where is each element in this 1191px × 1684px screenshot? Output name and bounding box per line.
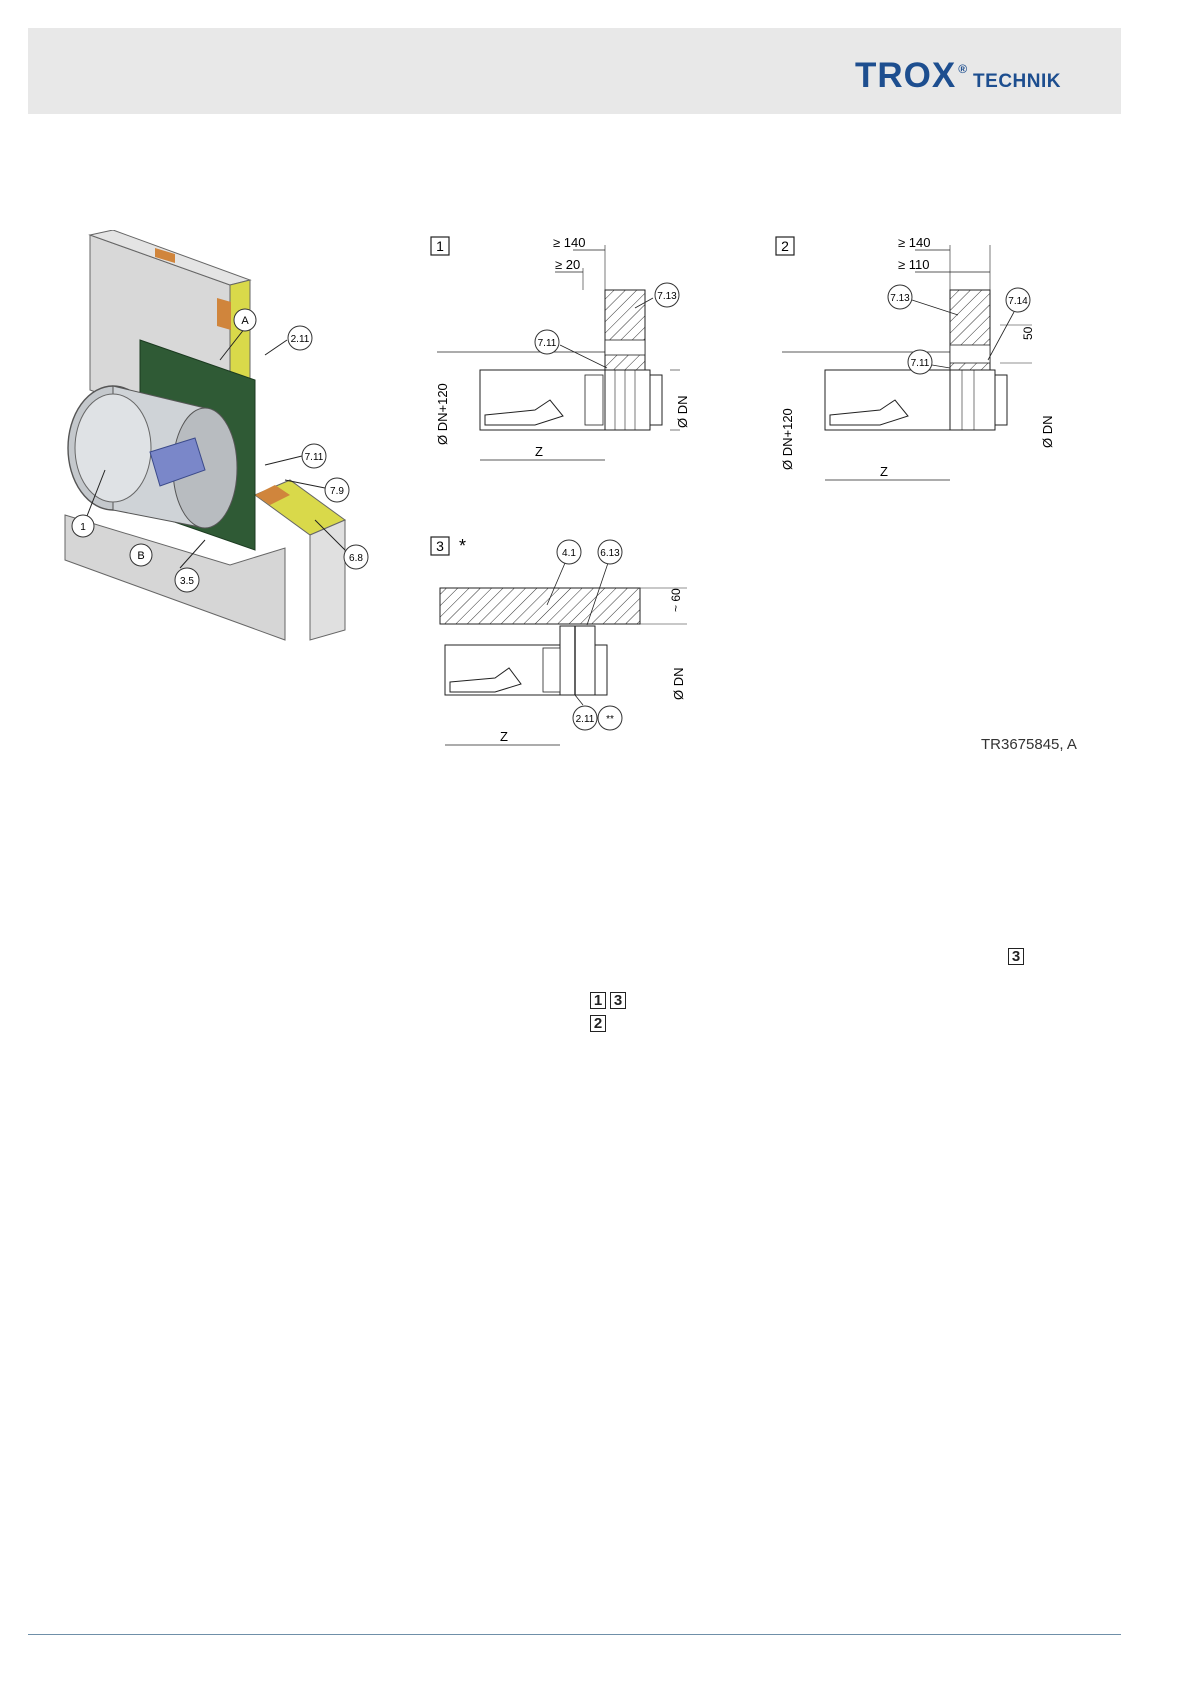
isometric-installation-drawing bbox=[55, 230, 400, 650]
detail-2-drawing bbox=[770, 230, 1080, 490]
svg-text:7.11: 7.11 bbox=[910, 358, 930, 369]
svg-text:7.11: 7.11 bbox=[537, 338, 557, 349]
callout-7-11 bbox=[302, 444, 326, 468]
svg-text:Ø DN: Ø DN bbox=[1040, 415, 1055, 448]
detail-3-drawing bbox=[425, 530, 725, 760]
svg-text:2.11: 2.11 bbox=[575, 714, 595, 725]
svg-text:~ 60: ~ 60 bbox=[669, 588, 683, 612]
detail-1-drawing bbox=[425, 230, 725, 490]
box-ref-2: 2 bbox=[590, 1015, 606, 1032]
svg-text:Ø DN+120: Ø DN+120 bbox=[435, 383, 450, 445]
svg-text:A: A bbox=[241, 315, 249, 327]
svg-text:≥ 110: ≥ 110 bbox=[898, 257, 930, 272]
detail-2-callout-7-14 bbox=[1006, 288, 1030, 312]
detail-2-callout-7-13 bbox=[888, 285, 912, 309]
detail-3-callout-double-asterisk bbox=[598, 706, 622, 730]
svg-text:6.13: 6.13 bbox=[600, 548, 620, 559]
svg-text:≥ 20: ≥ 20 bbox=[555, 257, 581, 272]
svg-text:50: 50 bbox=[1021, 326, 1035, 340]
detail-3-callout-2-11 bbox=[573, 706, 597, 730]
logo-registered-mark: ® bbox=[958, 62, 968, 76]
svg-text:3.5: 3.5 bbox=[180, 576, 194, 587]
svg-text:6.8: 6.8 bbox=[349, 553, 363, 564]
svg-text:≥ 140: ≥ 140 bbox=[553, 235, 586, 250]
svg-text:7.9: 7.9 bbox=[330, 486, 344, 497]
svg-text:4.1: 4.1 bbox=[562, 548, 576, 559]
detail-2-callout-7-11 bbox=[908, 350, 932, 374]
detail-1-callout-7-13 bbox=[655, 283, 679, 307]
svg-text:3: 3 bbox=[436, 538, 444, 554]
box-ref-1: 1 bbox=[590, 992, 606, 1009]
svg-text:7.11: 7.11 bbox=[304, 452, 324, 463]
svg-text:Z: Z bbox=[500, 729, 508, 744]
svg-text:Ø DN: Ø DN bbox=[675, 395, 690, 428]
detail-3-callout-4-1 bbox=[557, 540, 581, 564]
svg-text:7.13: 7.13 bbox=[890, 293, 910, 304]
box-ref-3b: 3 bbox=[610, 992, 626, 1009]
box-ref-3: 3 bbox=[1008, 948, 1024, 965]
svg-text:7.13: 7.13 bbox=[657, 291, 677, 302]
callout-a bbox=[234, 309, 256, 331]
logo-technik-text: TECHNIK bbox=[973, 71, 1061, 92]
svg-text:Ø DN: Ø DN bbox=[671, 667, 686, 700]
trox-logo bbox=[854, 56, 1061, 95]
callout-6-8 bbox=[344, 545, 368, 569]
svg-text:Z: Z bbox=[535, 444, 543, 459]
footer-rule bbox=[28, 1634, 1121, 1635]
svg-text:≥ 140: ≥ 140 bbox=[898, 235, 931, 250]
callout-2-11 bbox=[288, 326, 312, 350]
callout-1 bbox=[72, 515, 94, 537]
svg-text:7.14: 7.14 bbox=[1008, 296, 1028, 307]
svg-text:Ø DN+120: Ø DN+120 bbox=[780, 408, 795, 470]
svg-text:*: * bbox=[459, 536, 467, 556]
svg-text:2: 2 bbox=[781, 238, 789, 254]
drawing-reference: TR3675845, A bbox=[981, 736, 1077, 753]
svg-text:Z: Z bbox=[880, 464, 888, 479]
svg-text:1: 1 bbox=[80, 522, 86, 533]
callout-b bbox=[130, 544, 152, 566]
detail-1-callout-7-11 bbox=[535, 330, 559, 354]
svg-text:1: 1 bbox=[436, 238, 444, 254]
svg-text:2.11: 2.11 bbox=[290, 334, 310, 345]
detail-3-callout-6-13 bbox=[598, 540, 622, 564]
callout-7-9 bbox=[325, 478, 349, 502]
svg-text:B: B bbox=[137, 550, 145, 562]
svg-text:**: ** bbox=[606, 714, 614, 725]
logo-trox-text: TROX bbox=[854, 56, 957, 95]
callout-3-5 bbox=[175, 568, 199, 592]
